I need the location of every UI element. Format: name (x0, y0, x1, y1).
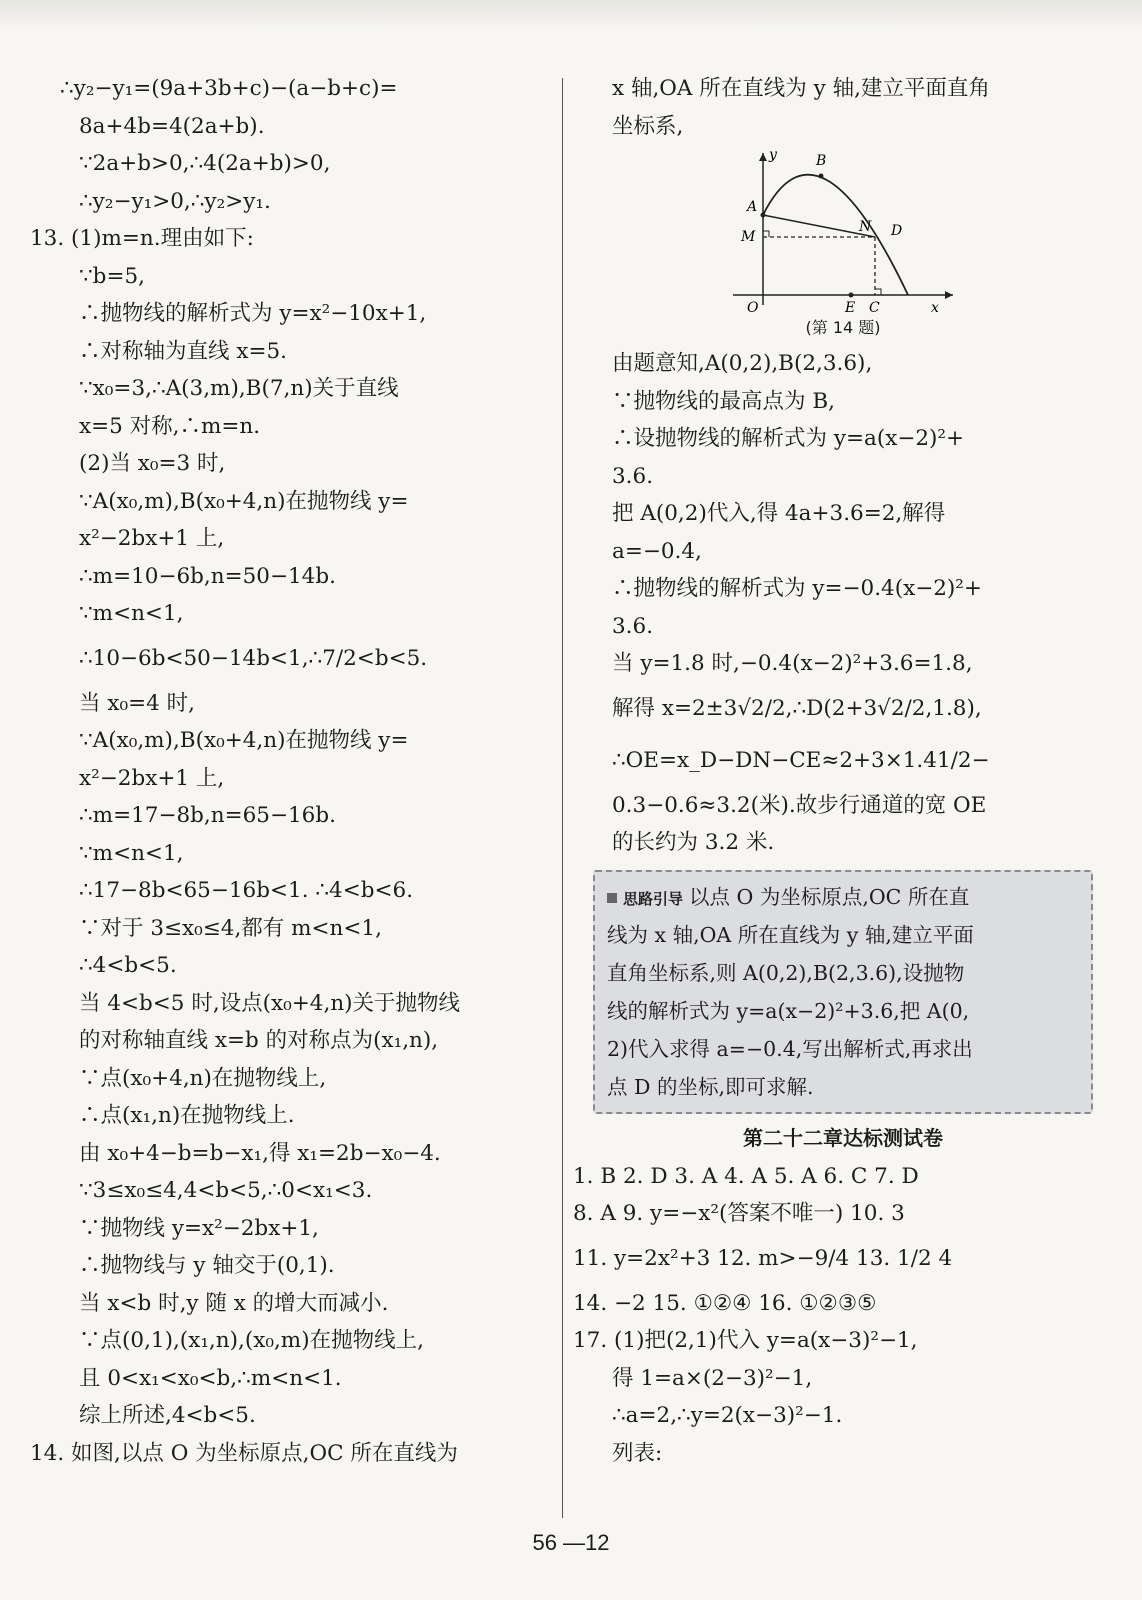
left-column (30, 70, 550, 1472)
text-line: ∵3≤x₀≤4,4<b<5,∴0<x₁<3. (79, 1178, 373, 1203)
text-line: ∵m<n<1, (79, 840, 184, 866)
label-x: x (931, 300, 939, 315)
text-line: 3.6. (612, 613, 654, 639)
answer-line: 得 1=a×(2−3)²−1, (612, 1365, 813, 1391)
hint-line: 线的解析式为 y=a(x−2)²+3.6,把 A(0, (607, 998, 970, 1023)
text-line: 解得 x=2±3√2/2,∴D(2+3√2/2,1.8), (612, 695, 982, 721)
text-line: x 轴,OA 所在直线为 y 轴,建立平面直角 (612, 76, 990, 101)
text-line: 的对称轴直线 x=b 的对称点为(x₁,n), (79, 1028, 439, 1053)
text-line: ∴OE=x_D−DN−CE≈2+3×1.41/2− (612, 747, 990, 773)
text-line: ∴4<b<5. (79, 953, 177, 978)
text-line: 当 4<b<5 时,设点(x₀+4,n)关于抛物线 (79, 990, 461, 1016)
text-line: 当 x<b 时,y 随 x 的增大而减小. (79, 1290, 389, 1316)
label-E: E (845, 300, 856, 315)
label-C: C (869, 300, 880, 315)
hint-line: 线为 x 轴,OA 所在直线为 y 轴,建立平面 (607, 922, 974, 947)
parabola-figure (593, 145, 1093, 345)
text-line: 当 y=1.8 时,−0.4(x−2)²+3.6=1.8, (612, 651, 973, 676)
text-line: ∵A(x₀,m),B(x₀+4,n)在抛物线 y= (79, 488, 409, 514)
text-line: ∵m<n<1, (79, 601, 184, 626)
text-line: ∵A(x₀,m),B(x₀+4,n)在抛物线 y= (79, 728, 409, 753)
hint-line: 2)代入求得 a=−0.4,写出解析式,再求出 (607, 1036, 973, 1061)
text-line: ∵2a+b>0,∴4(2a+b)>0, (79, 151, 331, 176)
answer-line: 17. (1)把(2,1)代入 y=a(x−3)²−1, (573, 1328, 918, 1353)
hint-line: 直角坐标系,则 A(0,2),B(2,3.6),设抛物 (607, 960, 965, 985)
page-top-shadow (0, 0, 1142, 30)
text-line: ∴17−8b<65−16b<1. ∴4<b<6. (79, 878, 414, 903)
text-line: ∴10−6b<50−14b<1,∴7/2<b<5. (79, 645, 428, 671)
answer-list (573, 1158, 1093, 1473)
label-N: N (859, 219, 872, 235)
text-line: x²−2bx+1 上, (79, 765, 225, 791)
figure-caption: (第 14 题) (805, 318, 881, 337)
label-M: M (741, 229, 756, 245)
hint-text: 以点 O 为坐标原点,OC 所在直 (689, 884, 970, 909)
text-line: 由题意知,A(0,2),B(2,3.6), (612, 351, 873, 376)
text-line: ∴点(x₁,n)在抛物线上. (79, 1103, 295, 1128)
text-line: 由 x₀+4−b=b−x₁,得 x₁=2b−x₀−4. (79, 1140, 441, 1166)
hint-square-icon (607, 893, 617, 903)
text-line: 当 x₀=4 时, (79, 690, 195, 716)
answer-line: 列表: (612, 1440, 663, 1466)
parabola-diagram (723, 145, 963, 315)
hint-box (593, 870, 1093, 1114)
page-number: 56 —12 (532, 1530, 610, 1555)
text-line: ∵抛物线 y=x²−2bx+1, (79, 1215, 319, 1241)
answer-line: 11. y=2x²+3 12. m>−9/4 13. 1/2 4 (573, 1245, 953, 1271)
text-line: ∵b=5, (79, 263, 145, 289)
question-13: 13. (1)m=n.理由如下: (30, 226, 254, 251)
answer-line: 1. B 2. D 3. A 4. A 5. A 6. C 7. D (573, 1163, 919, 1189)
answer-line: ∴a=2,∴y=2(x−3)²−1. (612, 1403, 843, 1428)
text-line: ∴y₂−y₁>0,∴y₂>y₁. (79, 188, 271, 214)
text-line: 3.6. (612, 463, 654, 489)
text-line: x=5 对称,∴m=n. (79, 413, 261, 439)
label-O: O (747, 300, 759, 315)
text-line: 且 0<x₁<x₀<b,∴m<n<1. (79, 1365, 342, 1391)
text-line: a=−0.4, (612, 538, 702, 564)
hint-line: 点 D 的坐标,即可求解. (607, 1074, 814, 1099)
text-line: ∵点(x₀+4,n)在抛物线上, (79, 1065, 327, 1091)
hint-line (607, 878, 1081, 916)
answer-line: 8. A 9. y=−x²(答案不唯一) 10. 3 (573, 1201, 905, 1226)
text-line: ∴m=10−6b,n=50−14b. (79, 563, 336, 589)
label-A: A (747, 199, 758, 215)
text-line: ∴对称轴为直线 x=5. (79, 338, 287, 364)
text-line: (2)当 x₀=3 时, (79, 451, 226, 476)
answer-line: 14. −2 15. ①②④ 16. ①②③⑤ (573, 1290, 877, 1316)
label-B: B (816, 153, 827, 169)
label-D: D (891, 223, 903, 239)
section-title: 第二十二章达标测试卷 (743, 1125, 943, 1150)
text-line: ∵点(0,1),(x₁,n),(x₀,m)在抛物线上, (79, 1328, 424, 1353)
text-line: 综上所述,4<b<5. (79, 1403, 256, 1428)
text-line: ∴抛物线与 y 轴交于(0,1). (79, 1253, 335, 1278)
right-column (573, 70, 1093, 1472)
text-line: 8a+4b=4(2a+b). (79, 113, 265, 139)
label-y: y (769, 147, 777, 163)
text-line: x²−2bx+1 上, (79, 526, 225, 551)
text-line: ∴m=17−8b,n=65−16b. (79, 803, 336, 828)
text-line: ∴y₂−y₁=(9a+3b+c)−(a−b+c)= (60, 76, 398, 101)
text-line: ∵抛物线的最高点为 B, (612, 388, 835, 414)
text-line: 的长约为 3.2 米. (612, 830, 775, 855)
hint-tag: 思路引导 (623, 889, 684, 908)
text-line: ∵x₀=3,∴A(3,m),B(7,n)关于直线 (79, 376, 399, 401)
text-line: ∵对于 3≤x₀≤4,都有 m<n<1, (79, 915, 382, 941)
question-14: 14. 如图,以点 O 为坐标原点,OC 所在直线为 (30, 1440, 458, 1466)
text-line: 坐标系, (612, 113, 684, 139)
text-line: 把 A(0,2)代入,得 4a+3.6=2,解得 (612, 501, 946, 526)
text-line: ∴抛物线的解析式为 y=−0.4(x−2)²+ (612, 576, 982, 601)
text-line: ∴设抛物线的解析式为 y=a(x−2)²+ (612, 426, 965, 451)
text-line: 0.3−0.6≈3.2(米).故步行通道的宽 OE (612, 792, 987, 818)
text-line: ∴抛物线的解析式为 y=x²−10x+1, (79, 301, 427, 326)
column-divider (562, 78, 563, 1518)
